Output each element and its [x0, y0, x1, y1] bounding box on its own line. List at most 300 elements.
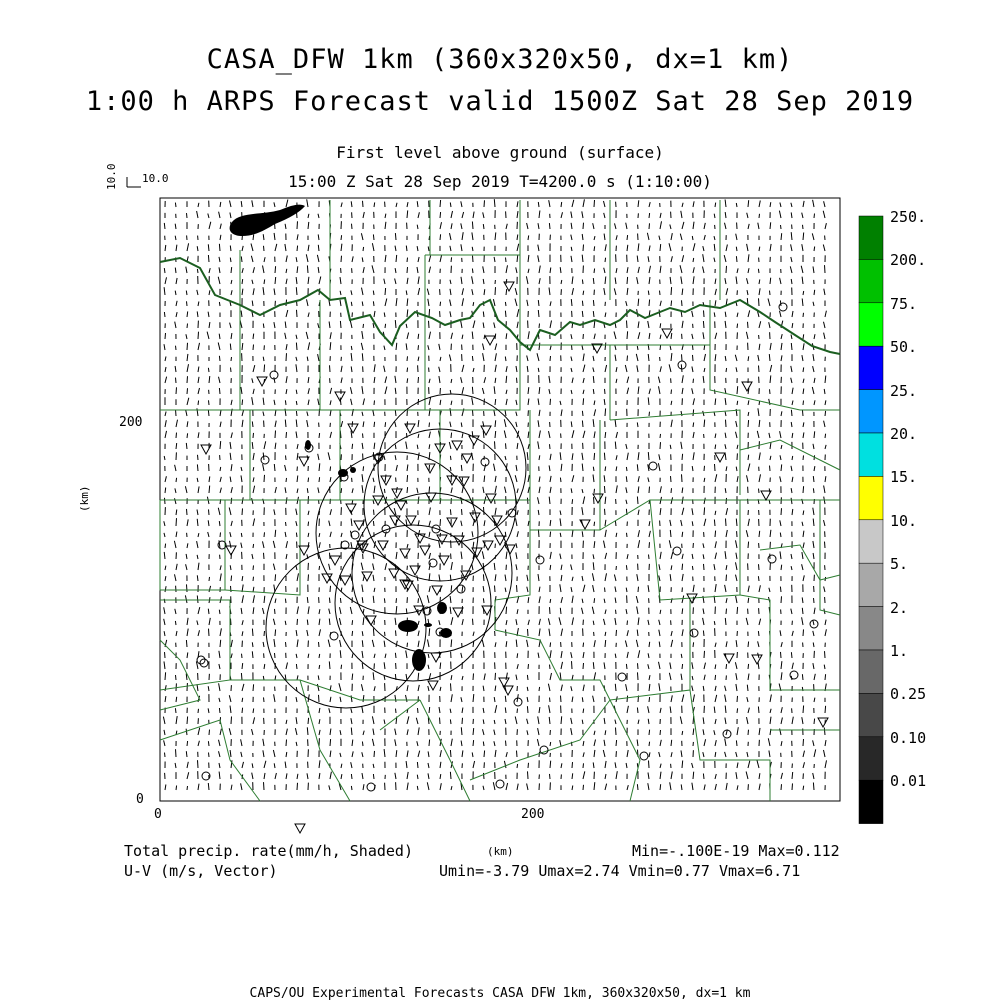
wind-vector [737, 324, 738, 328]
wind-vector [450, 772, 451, 779]
wind-vector [802, 674, 803, 680]
wind-vector [186, 640, 187, 647]
wind-vector [637, 497, 638, 505]
wind-vector [770, 278, 771, 284]
wind-vector [506, 376, 507, 383]
wind-vector [351, 728, 352, 735]
wind-vector [341, 235, 342, 240]
wind-vector [682, 564, 683, 570]
wind-vector [550, 774, 551, 779]
wind-vector [660, 442, 661, 449]
wind-vector [285, 400, 286, 405]
wind-vector [197, 269, 198, 273]
wind-vector [627, 533, 628, 537]
wind-vector [274, 464, 275, 471]
colorbar-swatch [859, 650, 883, 693]
wind-vector [407, 258, 408, 262]
wind-vector [682, 454, 683, 460]
wind-vector [605, 389, 606, 394]
wind-vector [230, 258, 231, 262]
wind-vector [803, 225, 804, 229]
wind-vector [220, 441, 221, 449]
wind-vector [605, 588, 606, 593]
wind-vector [660, 730, 661, 735]
wind-vector [429, 740, 430, 747]
wind-vector [208, 741, 209, 746]
wind-vector [352, 444, 353, 449]
wind-vector [736, 256, 737, 262]
colorbar-swatch [859, 737, 883, 780]
wind-vector [275, 530, 276, 537]
wind-vector [638, 663, 639, 669]
wind-vector [241, 256, 242, 262]
wind-vector [450, 750, 451, 757]
wind-vector [352, 620, 353, 625]
wind-vector [373, 234, 374, 240]
wind-vector [748, 730, 749, 735]
wind-vector [594, 269, 595, 274]
wind-vector [583, 763, 584, 768]
wind-vector [407, 210, 408, 218]
wind-vector [759, 214, 760, 218]
wind-vector [187, 786, 188, 790]
wind-vector [495, 287, 496, 295]
wind-vector [539, 687, 540, 691]
wind-vector [264, 782, 265, 790]
wind-vector [175, 621, 176, 625]
wind-vector [726, 498, 727, 504]
wind-vector [506, 741, 507, 746]
wind-vector [407, 267, 408, 273]
wind-vector [693, 258, 694, 262]
colorbar-swatch [859, 303, 883, 346]
wind-vector [209, 753, 210, 758]
wind-vector [429, 487, 430, 494]
wind-vector [219, 356, 220, 361]
wind-vector [736, 740, 737, 746]
wind-vector [297, 310, 298, 317]
wind-vector [351, 774, 352, 779]
wind-vector [395, 233, 396, 240]
wind-vector [219, 521, 220, 526]
wind-vector [165, 544, 166, 548]
wind-vector [296, 411, 297, 416]
wind-vector [164, 268, 165, 273]
wind-vector [264, 279, 265, 284]
reference-vector-horizontal-label: 10.0 [142, 172, 169, 185]
wind-vector [505, 696, 506, 702]
wind-vector [803, 786, 804, 790]
wind-vector [231, 619, 232, 626]
wind-vector [660, 291, 661, 295]
wind-vector [373, 774, 374, 779]
colorbar-label: 0.01 [890, 772, 926, 790]
wind-vector [450, 456, 451, 460]
wind-vector [417, 775, 418, 779]
wind-vector [307, 265, 308, 273]
wind-vector [550, 599, 551, 603]
wind-vector [505, 357, 506, 362]
wind-vector [209, 577, 210, 581]
colorbar-swatch [859, 693, 883, 736]
level-subtitle: First level above ground (surface) [0, 143, 1000, 162]
wind-vector [660, 345, 661, 350]
wind-vector [703, 321, 704, 328]
wind-vector [319, 654, 320, 658]
x-axis-label: (km) [487, 845, 514, 858]
wind-vector [781, 565, 782, 570]
wind-vector [495, 441, 496, 449]
wind-vector [418, 345, 419, 350]
wind-vector [627, 356, 628, 362]
wind-vector [561, 202, 562, 207]
wind-vector [715, 398, 716, 405]
wind-vector [704, 420, 705, 427]
wind-vector [484, 773, 485, 779]
wind-vector [187, 343, 188, 350]
wind-vector [593, 467, 594, 471]
wind-vector [671, 488, 672, 493]
wind-vector [164, 223, 165, 229]
wind-vector [593, 278, 594, 284]
wind-vector [220, 467, 221, 471]
wind-vector [758, 269, 759, 273]
wind-vector [384, 489, 385, 493]
wind-vector [627, 235, 628, 240]
wind-vector [318, 245, 319, 251]
wind-vector [341, 256, 342, 262]
wind-vector [649, 642, 650, 647]
wind-vector [264, 365, 265, 373]
wind-vector [549, 223, 550, 229]
wind-vector [803, 706, 804, 714]
wind-vector [264, 697, 265, 702]
wind-vector [726, 368, 727, 372]
wind-vector [374, 751, 375, 757]
wind-vector [813, 476, 814, 482]
wind-vector [670, 530, 671, 537]
wind-vector [308, 478, 309, 482]
wind-vector [308, 574, 309, 581]
wind-vector [571, 299, 572, 306]
wind-vector [429, 321, 430, 328]
wind-vector [693, 355, 694, 361]
wind-vector [319, 477, 320, 482]
wind-vector [736, 519, 737, 526]
wind-vector [605, 432, 606, 438]
wind-vector [220, 640, 221, 647]
uv-range-readout: Umin=-3.79 Umax=2.74 Vmin=0.77 Vmax=6.71 [439, 862, 800, 880]
wind-vector [649, 697, 650, 702]
wind-vector [583, 398, 584, 405]
wind-vector [286, 478, 287, 482]
wind-vector [252, 642, 253, 647]
wind-vector [385, 422, 386, 427]
wind-vector [803, 401, 804, 406]
wind-vector [242, 654, 243, 658]
wind-vector [483, 312, 484, 318]
wind-vector [187, 388, 188, 394]
wind-vector [209, 400, 210, 405]
wind-vector [814, 290, 815, 295]
wind-vector [395, 653, 396, 658]
wind-vector [791, 343, 792, 350]
wind-vector [495, 673, 496, 680]
wind-vector [726, 519, 727, 527]
wind-vector [231, 586, 232, 592]
wind-vector [594, 200, 595, 207]
wind-vector [605, 640, 606, 647]
wind-vector [385, 288, 386, 295]
wind-vector [483, 574, 484, 581]
wind-vector [517, 764, 518, 768]
wind-vector [319, 695, 320, 702]
wind-vector [505, 707, 506, 713]
wind-vector [759, 489, 760, 493]
wind-vector [814, 431, 815, 438]
wind-vector [374, 621, 375, 626]
time-subtitle: 15:00 Z Sat 28 Sep 2019 T=4200.0 s (1:10:00) [0, 172, 1000, 191]
wind-vector [165, 488, 166, 494]
wind-vector [495, 586, 496, 593]
wind-vector [770, 222, 771, 229]
wind-vector [615, 684, 616, 691]
wind-vector [296, 664, 297, 669]
wind-vector [583, 785, 584, 790]
wind-vector [704, 310, 705, 317]
wind-vector [649, 213, 650, 218]
wind-vector [208, 244, 209, 251]
wind-vector [187, 741, 188, 746]
wind-vector [517, 709, 518, 714]
wind-vector [363, 201, 364, 207]
wind-vector [626, 476, 627, 482]
colorbar-label: 1. [890, 642, 908, 660]
wind-vector [582, 301, 583, 306]
wind-vector [627, 277, 628, 284]
wind-vector [242, 698, 243, 702]
wind-vector [714, 520, 715, 527]
wind-vector [429, 628, 430, 636]
wind-vector [462, 478, 463, 482]
wind-vector [296, 343, 297, 350]
colorbar-label: 5. [890, 555, 908, 573]
wind-vector [791, 652, 792, 658]
wind-vector [550, 444, 551, 449]
wind-vector [472, 222, 473, 230]
wind-vector [286, 455, 287, 460]
wind-vector [230, 344, 231, 350]
wind-vector [593, 662, 594, 669]
wind-vector [715, 464, 716, 471]
wind-vector [252, 651, 253, 658]
wind-vector [253, 684, 254, 691]
forecast-title: 1:00 h ARPS Forecast valid 1500Z Sat 28 Sep 2019 [0, 86, 1000, 117]
wind-vector [175, 268, 176, 273]
wind-vector [330, 365, 331, 372]
wind-vector [660, 323, 661, 328]
wind-vector [693, 422, 694, 427]
wind-vector [660, 784, 661, 790]
wind-vector [736, 247, 737, 251]
wind-vector [626, 467, 627, 471]
wind-vector [627, 621, 628, 626]
wind-vector [550, 607, 551, 614]
colorbar-label: 25. [890, 382, 917, 400]
wind-vector [253, 345, 254, 351]
wind-vector [187, 301, 188, 306]
wind-vector [231, 498, 232, 504]
wind-vector [583, 663, 584, 669]
wind-vector [296, 401, 297, 405]
colorbar-label: 0.25 [890, 685, 926, 703]
wind-vector [219, 388, 220, 394]
wind-vector [604, 486, 605, 493]
wind-vector [616, 728, 617, 736]
wind-vector [693, 772, 694, 779]
wind-vector [693, 379, 694, 383]
wind-vector [781, 596, 782, 603]
wind-vector [671, 476, 672, 482]
wind-vector [319, 433, 320, 438]
wind-vector [440, 234, 441, 240]
wind-vector [715, 531, 716, 537]
wind-vector [187, 433, 188, 438]
shaded-field-description: Total precip. rate(mm/h, Shaded) [124, 842, 413, 860]
wind-vector [527, 675, 528, 680]
wind-vector [263, 676, 264, 680]
wind-vector [593, 389, 594, 394]
wind-vector [297, 221, 298, 229]
wind-vector [418, 377, 419, 383]
wind-vector [649, 223, 650, 229]
colorbar-label: 0.10 [890, 729, 926, 747]
wind-vector [209, 486, 210, 493]
wind-vector [572, 773, 573, 779]
wind-vector [440, 519, 441, 526]
wind-vector [528, 629, 529, 636]
wind-vector [825, 265, 826, 273]
wind-vector [649, 542, 650, 548]
wind-vector [483, 224, 484, 229]
wind-vector [681, 364, 682, 372]
wind-vector [440, 212, 441, 218]
wind-vector [626, 664, 627, 669]
wind-vector [396, 709, 397, 713]
wind-vector [637, 346, 638, 350]
wind-vector [241, 533, 242, 537]
wind-vector [275, 431, 276, 439]
wind-vector [208, 609, 209, 614]
wind-vector [759, 564, 760, 570]
wind-vector [560, 478, 561, 482]
wind-vector [638, 587, 639, 592]
wind-vector [714, 621, 715, 625]
wind-vector [176, 518, 177, 526]
wind-vector [252, 629, 253, 636]
wind-vector [385, 324, 386, 328]
wind-vector [616, 630, 617, 636]
wind-vector [286, 740, 287, 747]
wind-vector [626, 565, 627, 570]
wind-vector [660, 434, 661, 438]
min-max-readout: Min=-.100E-19 Max=0.112 [632, 842, 840, 860]
wind-vector [671, 287, 672, 295]
wind-vector [395, 320, 396, 328]
wind-vector [219, 302, 220, 306]
wind-vector [715, 675, 716, 680]
wind-vector [671, 740, 672, 746]
wind-vector [230, 246, 231, 252]
wind-vector [450, 467, 451, 471]
wind-vector [396, 598, 397, 603]
wind-vector [429, 707, 430, 713]
colorbar-swatch [859, 563, 883, 606]
wind-vector [396, 630, 397, 636]
wind-vector [792, 772, 793, 779]
wind-vector [220, 532, 221, 537]
wind-vector [517, 585, 518, 592]
wind-vector [748, 356, 749, 361]
wind-vector [704, 507, 705, 515]
wind-vector [616, 610, 617, 614]
colorbar-swatch [859, 607, 883, 650]
wind-vector [726, 266, 727, 273]
wind-vector [198, 332, 199, 339]
wind-vector [648, 291, 649, 295]
wind-vector [715, 390, 716, 395]
wind-vector [825, 434, 826, 438]
wind-vector [649, 555, 650, 560]
colorbar-swatch [859, 433, 883, 476]
wind-vector [451, 585, 452, 592]
wind-vector [362, 742, 363, 747]
wind-vector [231, 357, 232, 361]
wind-vector [582, 411, 583, 416]
wind-vector [649, 730, 650, 735]
wind-vector [693, 409, 694, 416]
wind-vector [307, 727, 308, 735]
wind-vector [264, 246, 265, 251]
wind-vector [748, 420, 749, 427]
wind-vector [538, 310, 539, 317]
x-tick-200: 200 [521, 807, 544, 822]
wind-vector [484, 476, 485, 483]
wind-vector [362, 640, 363, 647]
wind-vector [803, 334, 804, 339]
wind-vector [461, 465, 462, 471]
colorbar-label: 50. [890, 338, 917, 356]
wind-vector [198, 455, 199, 460]
wind-vector [186, 751, 187, 757]
wind-vector [780, 533, 781, 537]
wind-vector [758, 576, 759, 581]
wind-vector [649, 742, 650, 746]
wind-vector [703, 774, 704, 780]
colorbar-label: 20. [890, 425, 917, 443]
colorbar-swatch [859, 216, 883, 259]
wind-vector [253, 577, 254, 581]
wind-vector [187, 376, 188, 383]
wind-vector [307, 488, 308, 493]
wind-vector [583, 291, 584, 295]
wind-vector [693, 345, 694, 350]
wind-vector [781, 225, 782, 229]
wind-vector [330, 466, 331, 471]
wind-vector [550, 761, 551, 768]
wind-vector [748, 322, 749, 328]
wind-vector [583, 709, 584, 713]
